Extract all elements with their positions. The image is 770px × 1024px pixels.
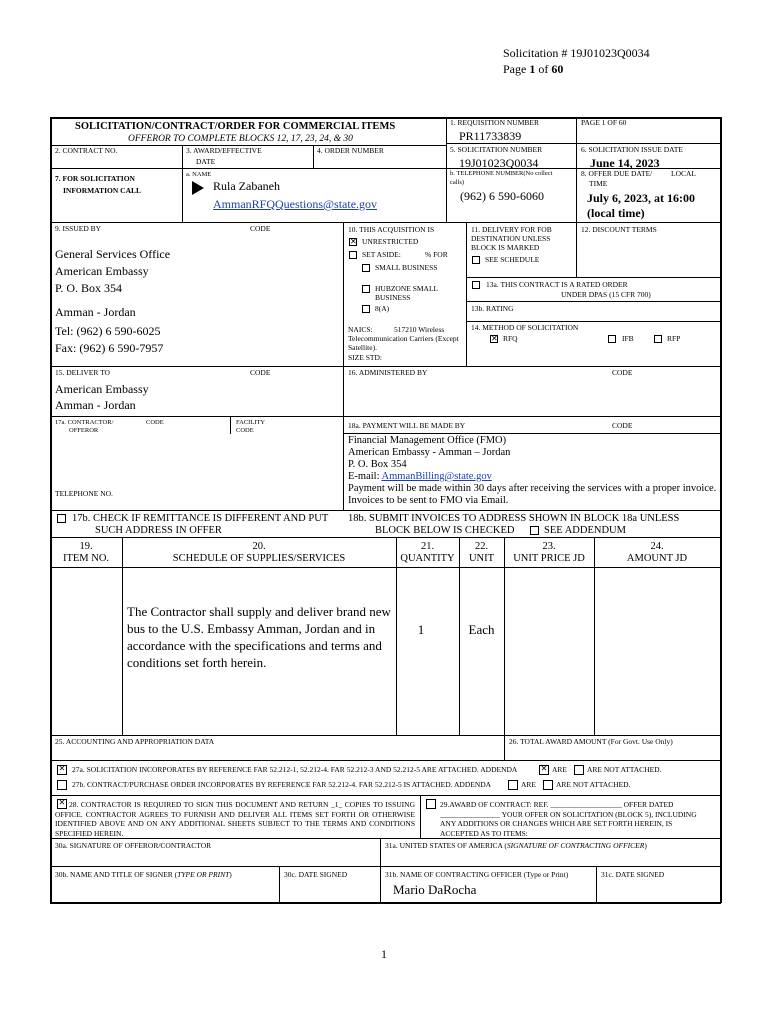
set-aside-checkbox[interactable] [349,251,357,259]
payment-terms-2: Invoices to be sent to FMO via Email. [348,495,509,506]
schedule-header-num: 20. [252,541,266,552]
amount-header: AMOUNT JD [626,553,688,564]
27a-are-label: ARE [552,765,567,774]
unit-header: UNIT [468,553,495,564]
delivery-fob-label-2: DESTINATION UNLESS [471,234,551,243]
quantity-header: QUANTITY [400,553,455,564]
27a-are-not-label: ARE NOT ATTACHED. [587,765,662,774]
unrestricted-checkbox[interactable]: ✕ [350,237,357,246]
issued-by-line-2: American Embassy [55,264,149,278]
27a-label: 27a. SOLICITATION INCORPORATES BY REFERENCE FAR 52.212-1, 52.212-4. FAR 52.212-3 AND 52.212-5 ARE ATTACHED. ADDENDA [72,765,518,774]
requisition-number-label: 1. REQUISITION NUMBER [450,118,539,127]
27b-checkbox[interactable] [57,780,67,790]
rfp-label: RFP [667,334,681,343]
27b-are-label: ARE [521,780,536,789]
item-description: The Contractor shall supply and deliver brand new bus to the U.S. Embassy Amman, Jordan and in accordance with the specifications and terms and conditions set forth herein. [127,604,391,670]
award-date-label-2: DATE [196,157,216,166]
payment-code: CODE [612,421,633,430]
contractor-label-2: OFFEROR [69,427,99,434]
discount-terms-label: 12. DISCOUNT TERMS [581,225,657,234]
payment-terms-1: Payment will be made within 30 days after receiving the services with a proper invoice. [348,483,717,494]
payment-email-link[interactable]: AmmanBilling@state.gov [381,471,492,482]
issued-by-code: CODE [250,224,271,233]
27a-are-checkbox[interactable]: ✕ [540,764,548,773]
see-schedule-label: SEE SCHEDULE [485,255,540,264]
size-std-label: SIZE STD: [348,353,382,362]
28-checkbox[interactable]: ✕ [58,798,66,807]
naics-value-3: Satellite). [348,343,377,352]
schedule-header: SCHEDULE OF SUPPLIES/SERVICES [172,553,346,564]
27b-label: 27b. CONTRACT/PURCHASE ORDER INCORPORATES BY REFERENCE FAR 52.212-4. FAR 52.212-5 IS ATTACHED. ADDENDA [72,780,492,789]
remittance-checkbox[interactable] [57,514,66,523]
administered-by-label: 16. ADMINISTERED BY [348,368,428,377]
issued-by-line-1: General Services Office [55,247,171,261]
arrow-icon [192,181,204,195]
naics-value-2: Telecommunication Carriers (Except [348,334,459,343]
quantity-header-num: 21. [420,541,435,552]
requisition-number-value: PR11733839 [459,129,522,143]
naics-label: NAICS: [348,325,373,334]
hubzone-label: HUBZONE SMALL [375,284,439,293]
telephone-value: (962) 6 590-6060 [460,189,544,203]
rated-order-checkbox[interactable] [472,281,480,289]
signer-name-label: 30b. NAME AND TITLE OF SIGNER (TYPE OR PRINT) [55,870,232,879]
offer-due-label: 8. OFFER DUE DATE/ [581,169,653,178]
naics-value: 517210 Wireless [394,325,445,334]
27a-checkbox[interactable]: ✕ [58,764,66,773]
telephone-label-2: calls) [450,179,465,186]
payment-line-1: Financial Management Office (FMO) [348,435,507,446]
payment-email-line: E-mail: AmmanBilling@state.gov [348,471,492,482]
officer-name-label: 31b. NAME OF CONTRACTING OFFICER (Type or Print) [385,870,569,879]
8a-label: 8(A) [375,304,390,313]
29-text: 29.AWARD OF CONTRACT: REF. ___________________ OFFER DATED ________________ YOUR OFFER ON SOLICITATION (BLOCK 5), INCLUDING ANY ADDITIONS OR CHANGES WHICH ARE SET FORTH HEREIN, IS ACCEPTED AS TO ITEMS: [440,800,697,838]
rated-order-label-2: UNDER DPAS (15 CFR 700) [561,290,651,299]
percent-for-label: % FOR [425,250,448,259]
page-indicator: Page 1 of 60 [503,62,564,76]
payment-line-2: American Embassy - Amman – Jordan [348,447,511,458]
small-business-label: SMALL BUSINESS [375,263,438,272]
issue-date-label: 6. SOLICITATION ISSUE DATE [581,145,683,154]
unit-price-header: UNIT PRICE JD [513,553,585,564]
item-no-header-num: 19. [79,541,93,552]
signature-officer-label: 31a. UNITED STATES OF AMERICA (SIGNATURE OF CONTRACTING OFFICER) [385,841,647,850]
issued-by-label: 9. ISSUED BY [55,224,102,233]
officer-date-signed-label: 31c. DATE SIGNED [601,870,665,879]
officer-name-value: Mario DaRocha [393,882,477,897]
telephone-no-label: TELEPHONE NO. [55,489,113,498]
rfq-checkbox[interactable]: ✕ [491,334,498,343]
accounting-label: 25. ACCOUNTING AND APPROPRIATION DATA [55,737,215,746]
contractor-code: CODE [146,419,164,426]
remittance-label-2: SUCH ADDRESS IN OFFER [95,525,222,536]
contractor-label: 17a. CONTRACTOR/ [55,419,114,426]
issued-by-tel: Tel: (962) 6 590-6025 [55,324,161,338]
offer-due-value-2: (local time) [587,206,645,220]
rated-order-label: 13a. THIS CONTRACT IS A RATED ORDER [486,280,628,289]
solicitation-number-header: Solicitation # 19J01023Q0034 [503,46,650,60]
27a-are-not-checkbox[interactable] [574,765,584,775]
see-addendum-label: SEE ADDENDUM [544,525,626,536]
name-label: a. NAME [186,171,212,178]
deliver-to-code: CODE [250,368,271,377]
submit-invoices-label: 18b. SUBMIT INVOICES TO ADDRESS SHOWN IN BLOCK 18a UNLESS [348,513,680,524]
rfq-label: RFQ [503,334,518,343]
telephone-label: b. TELEPHONE NUMBER(No collect [450,170,553,177]
form-subtitle: OFFEROR TO COMPLETE BLOCKS 12, 17, 23, 24, & 30 [128,134,353,144]
facility-label-2: CODE [236,427,254,434]
administered-by-code: CODE [612,368,633,377]
29-checkbox[interactable] [426,799,436,809]
item-no-header: ITEM NO. [62,553,110,564]
see-schedule-checkbox[interactable] [472,256,480,264]
issued-by-line-3: P. O. Box 354 [55,281,123,295]
deliver-to-label: 15. DELIVER TO [55,368,110,377]
information-call-label: INFORMATION CALL [63,186,141,195]
page-number: 1 [381,947,387,961]
offer-due-time: TIME [589,179,608,188]
delivery-fob-label: 11. DELIVERY FOR FOB [471,225,552,234]
award-date-label: 3. AWARD/EFFECTIVE [186,146,262,155]
set-aside-label: SET ASIDE: [362,250,401,259]
8a-checkbox[interactable] [362,305,370,313]
unit-header-num: 22. [474,541,489,552]
hubzone-label-2: BUSINESS [375,293,411,302]
ifb-checkbox[interactable] [608,335,616,343]
payment-label: 18a. PAYMENT WILL BE MADE BY [348,421,466,430]
acquisition-label: 10. THIS ACQUISITION IS [348,225,435,234]
27b-are-checkbox[interactable] [508,780,518,790]
submit-invoices-label-2: BLOCK BELOW IS CHECKED [375,525,515,536]
amount-header-num: 24. [650,541,664,552]
unrestricted-label: UNRESTRICTED [362,237,419,246]
total-award-label: 26. TOTAL AWARD AMOUNT (For Govt. Use Only) [509,737,673,746]
order-number-label: 4. ORDER NUMBER [317,146,384,155]
facility-label: FACILITY [236,419,266,426]
offer-due-local: LOCAL [671,169,696,178]
contact-name: Rula Zabaneh [213,179,280,193]
issued-by-fax: Fax: (962) 6 590-7957 [55,341,164,355]
page-box: PAGE 1 OF 60 [581,118,627,127]
remittance-label: 17b. CHECK IF REMITTANCE IS DIFFERENT AND PUT [72,513,329,524]
hubzone-checkbox[interactable] [362,285,370,293]
for-solicitation-label: 7. FOR SOLICITATION [55,174,135,183]
offer-due-value: July 6, 2023, at 16:00 [587,191,695,205]
signature-offeror-label: 30a. SIGNATURE OF OFFEROR/CONTRACTOR [55,841,212,850]
solicitation-number-label: 5. SOLICITATION NUMBER [450,145,543,154]
rating-label: 13b. RATING [471,304,514,313]
date-signed-label: 30c. DATE SIGNED [284,870,348,879]
small-business-checkbox[interactable] [362,264,370,272]
deliver-to-line-2: Amman - Jordan [55,398,136,412]
28-text: 28. CONTRACTOR IS REQUIRED TO SIGN THIS DOCUMENT AND RETURN _1_ COPIES TO ISSUING OFFICE. CONTRACTOR AGREES TO FURNISH AND DELIVER ALL ITEMS SET FORTH OR OTHERWISE IDENTIFIED ABOVE AND ON ANY ADDITIONAL SHEETS SUBJECT TO THE TERMS AND CONDITIONS SPECIFIED HEREIN. [55,800,415,838]
item-quantity: 1 [417,622,425,637]
form-title: SOLICITATION/CONTRACT/ORDER FOR COMMERCIAL ITEMS [75,121,396,132]
solicitation-number-value: 19J01023Q0034 [459,156,539,170]
item-unit: Each [468,622,495,637]
payment-line-3: P. O. Box 354 [348,459,407,470]
contact-email-link[interactable]: AmmanRFQQuestions@state.gov [213,197,378,211]
issued-by-line-4: Amman - Jordan [55,305,136,319]
ifb-label: IFB [622,334,634,343]
deliver-to-line-1: American Embassy [55,382,149,396]
see-addendum-checkbox[interactable] [530,526,539,535]
issue-date-value: June 14, 2023 [590,156,660,170]
method-label: 14. METHOD OF SOLICITATION [471,323,579,332]
unit-price-header-num: 23. [542,541,556,552]
contract-no-label: 2. CONTRACT NO. [55,146,118,155]
rfp-checkbox[interactable] [654,335,662,343]
27b-are-not-label: ARE NOT ATTACHED. [556,780,631,789]
delivery-fob-label-3: BLOCK IS MARKED [471,243,540,252]
27b-are-not-checkbox[interactable] [543,780,553,790]
